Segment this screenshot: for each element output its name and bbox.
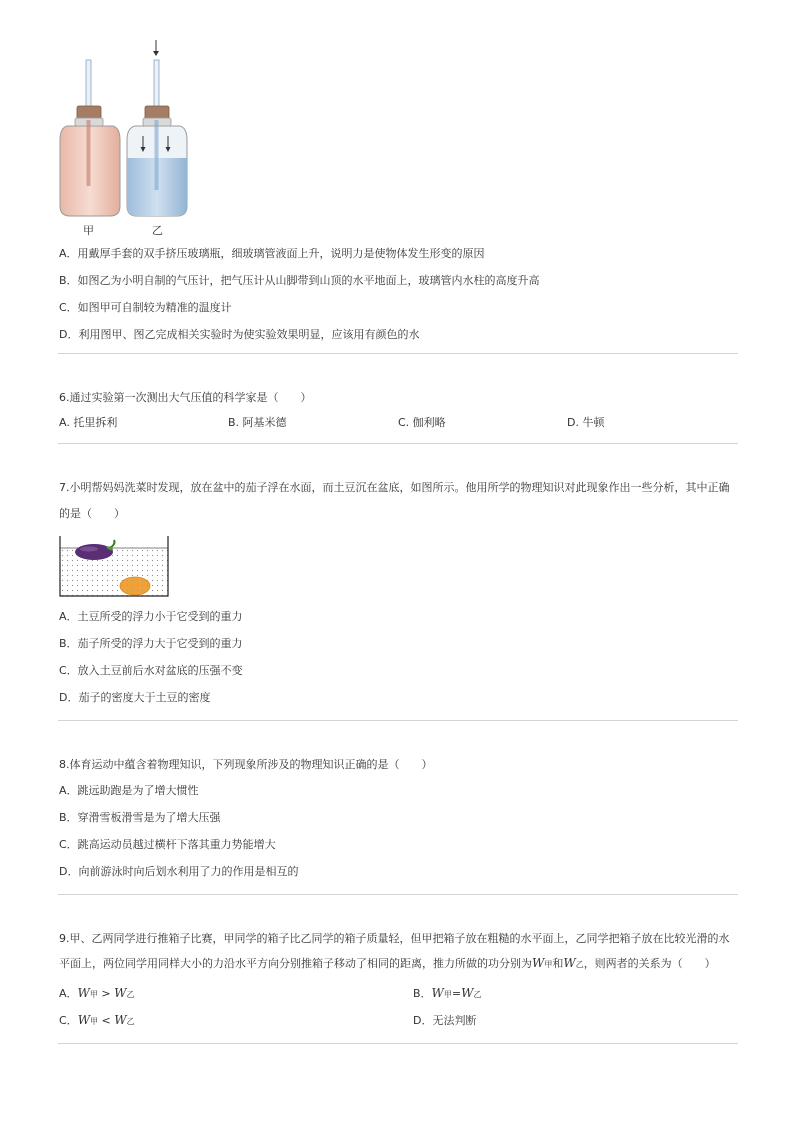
q7-basin-figure [56, 534, 174, 598]
relation: > [97, 987, 115, 1000]
option-letter: C． [59, 1014, 78, 1027]
divider [58, 894, 738, 895]
q9-stem-line1: 9.甲、乙两同学进行推箱子比赛，甲同学的箱子比乙同学的箱子质量轻，但甲把箱子放在粗糙的水平面上，乙同学把箱子放在比较光滑的水 [59, 932, 730, 945]
q6-option-a[interactable]: A. 托里拆利 [59, 416, 118, 429]
q7-option-a[interactable]: A．土豆所受的浮力小于它受到的重力 [59, 610, 243, 623]
divider [58, 1043, 738, 1044]
w-symbol: W [114, 1013, 127, 1027]
bottle-jia [60, 60, 120, 216]
q9-option-b[interactable] [413, 985, 481, 1001]
option-text: 无法判断 [432, 1014, 477, 1027]
w-symbol: W [532, 956, 545, 970]
subscript: 甲 [443, 990, 452, 999]
subscript: 乙 [575, 960, 584, 969]
q9-option-d[interactable] [413, 1012, 476, 1028]
w-symbol: W [77, 986, 90, 1000]
q6-option-b[interactable]: B. 阿基米德 [228, 416, 287, 429]
divider [58, 443, 738, 444]
q8-option-c[interactable]: C．跳高运动员越过横杆下落其重力势能增大 [59, 838, 276, 851]
w-symbol: W [431, 986, 444, 1000]
q7-stem-line1: 7.小明帮妈妈洗菜时发现，放在盆中的茄子浮在水面，而土豆沉在盆底，如图所示。他用所学的物理知识对此现象作出一些分析，其中正确 [59, 481, 730, 494]
option-letter: A． [59, 987, 78, 1000]
q7-option-b[interactable]: B．茄子所受的浮力大于它受到的重力 [59, 637, 243, 650]
q8-option-b[interactable]: B．穿滑雪板滑雪是为了增大压强 [59, 811, 221, 824]
q8-option-a[interactable]: A．跳远助跑是为了增大惯性 [59, 784, 199, 797]
figure-label-yi: 乙 [152, 224, 163, 237]
q5-option-a[interactable]: A．用戴厚手套的双手挤压玻璃瓶，细玻璃管液面上升，说明力是使物体发生形变的原因 [59, 247, 485, 260]
q9-stem-line2 [59, 955, 716, 971]
q7-option-c[interactable]: C．放入土豆前后水对盆底的压强不变 [59, 664, 243, 677]
subscript: 甲 [544, 960, 553, 969]
q7-option-d[interactable]: D．茄子的密度大于土豆的密度 [59, 691, 211, 704]
q5-figure [55, 36, 195, 236]
relation: = [451, 987, 462, 1000]
q9-stem-text: 平面上，两位同学用同样大小的力沿水平方向分别推箱子移动了相同的距离，推力所做的功分别为 [59, 957, 532, 970]
divider [58, 720, 738, 721]
q9-stem-and: 和 [552, 957, 564, 970]
subscript: 乙 [473, 990, 482, 999]
q5-option-d[interactable]: D．利用图甲、图乙完成相关实验时为使实验效果明显，应该用有颜色的水 [59, 328, 420, 341]
subscript: 乙 [126, 1017, 135, 1026]
q8-stem: 8.体育运动中蕴含着物理知识，下列现象所涉及的物理知识正确的是（ ） [59, 758, 433, 771]
w-symbol: W [461, 986, 474, 1000]
q5-option-c[interactable]: C．如图甲可自制较为精准的温度计 [59, 301, 232, 314]
eggplant-icon [75, 540, 115, 560]
w-symbol: W [77, 1013, 91, 1027]
q6-option-d[interactable]: D. 牛顿 [567, 416, 605, 429]
q6-option-c[interactable]: C. 伽利略 [398, 416, 446, 429]
q5-option-b[interactable]: B．如图乙为小明自制的气压计，把气压计从山脚带到山顶的水平地面上，玻璃管内水柱的高度升高 [59, 274, 540, 287]
subscript: 甲 [90, 1017, 99, 1026]
w-symbol: W [563, 956, 576, 970]
subscript: 甲 [89, 990, 98, 999]
subscript: 乙 [126, 990, 135, 999]
option-letter: D． [413, 1014, 433, 1027]
q9-stem-suffix: ，则两者的关系为（ ） [583, 957, 716, 970]
q8-option-d[interactable]: D．向前游泳时向后划水利用了力的作用是相互的 [59, 865, 299, 878]
q9-option-c[interactable] [59, 1012, 135, 1028]
bottle-yi [127, 40, 187, 216]
divider [58, 353, 738, 354]
q6-stem: 6.通过实验第一次测出大气压值的科学家是（ ） [59, 391, 312, 404]
potato-icon [120, 577, 150, 595]
figure-label-jia: 甲 [83, 224, 94, 237]
q9-option-a[interactable] [59, 985, 134, 1001]
w-symbol: W [114, 986, 127, 1000]
relation: < [98, 1014, 115, 1027]
q7-stem-line2: 的是（ ） [59, 507, 125, 520]
option-letter: B． [413, 987, 432, 1000]
